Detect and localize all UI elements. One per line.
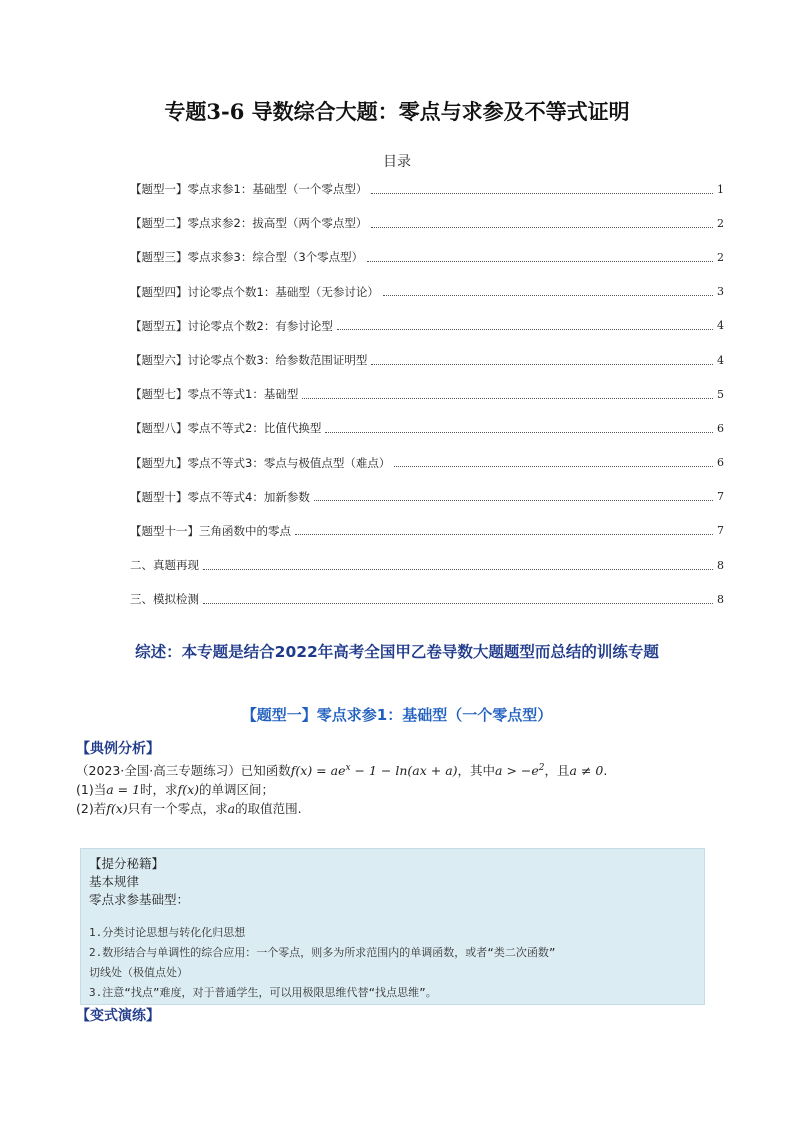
toc-leader-dots xyxy=(295,534,713,535)
tips-header: 【提分秘籍】 xyxy=(89,856,165,871)
toc-entry[interactable] xyxy=(130,480,724,514)
function-expression: $f(x) = ae^x - 1 - \ln(ax + a)$ xyxy=(290,763,458,779)
toc-leader-dots xyxy=(371,193,713,194)
toc-entry-page: 2 xyxy=(717,250,724,264)
toc-leader-dots xyxy=(302,398,713,399)
toc-entry-page: 4 xyxy=(717,319,724,333)
problem-part-2: (2)若f(x)只有一个零点，求a的取值范围. xyxy=(76,800,302,816)
toc-entry-page: 6 xyxy=(717,456,724,470)
problem-intro-line: （2023·全国·高三专题练习）已知函数$f(x) = ae^x - 1 - \ln(ax + a)$，其中$a > -e^2$，且a ≠ 0. xyxy=(76,763,608,779)
toc-entry[interactable] xyxy=(130,411,724,445)
tips-line-1: 基本规律 xyxy=(89,874,140,889)
toc-entry[interactable] xyxy=(130,548,724,582)
toc-leader-dots xyxy=(371,227,713,228)
tips-item: 2.数形结合与单调性的综合应用：一个零点，则多为所求范围内的单调函数，或者“类二次函数” xyxy=(89,946,556,959)
condition-b: a ≠ 0 xyxy=(569,763,604,779)
toc-entry-page: 5 xyxy=(717,387,724,401)
toc-entry[interactable] xyxy=(130,446,724,480)
toc-entry-label: 【题型九】零点不等式3：零点与极值点型（难点） xyxy=(130,455,391,470)
toc-entry[interactable] xyxy=(130,275,724,309)
problem-intro: （2023·全国·高三专题练习）已知函数 xyxy=(76,763,291,779)
toc-entry-page: 2 xyxy=(717,216,724,230)
toc-entry-page: 3 xyxy=(717,285,724,299)
page-title: 专题3-6 导数综合大题：零点与求参及不等式证明 xyxy=(164,99,630,124)
toc-entry[interactable] xyxy=(130,514,724,548)
toc-entry[interactable] xyxy=(130,582,724,616)
toc-entry[interactable] xyxy=(130,172,724,206)
toc-entry-label: 【题型六】讨论零点个数3：给参数范围证明型 xyxy=(130,353,368,368)
toc-entry-page: 1 xyxy=(717,182,724,196)
table-of-contents xyxy=(130,172,724,616)
toc-entry[interactable] xyxy=(130,309,724,343)
tips-item: 切线处（极值点处） xyxy=(89,966,188,979)
toc-entry-page: 7 xyxy=(717,524,724,538)
toc-entry-label: 【题型五】讨论零点个数2：有参讨论型 xyxy=(130,318,333,333)
tips-item: 1.分类讨论思想与转化化归思想 xyxy=(89,926,246,939)
toc-leader-dots xyxy=(371,364,713,365)
toc-leader-dots xyxy=(337,329,713,330)
tips-item: 3.注意“找点”难度，对于普通学生，可以用极限思维代替“找点思维”。 xyxy=(89,986,437,999)
toc-entry-label: 【题型七】零点不等式1：基础型 xyxy=(130,387,299,402)
toc-entry-page: 8 xyxy=(717,558,724,572)
summary-text: 综述：本专题是结合2022年高考全国甲乙卷导数大题题型而总结的训练专题 xyxy=(135,643,659,661)
toc-entry-label: 【题型十】零点不等式4：加新参数 xyxy=(130,489,310,504)
tips-box xyxy=(80,848,705,1005)
toc-entry[interactable] xyxy=(130,206,724,240)
section-heading: 【题型一】零点求参1：基础型（一个零点型） xyxy=(241,706,553,724)
toc-entry-page: 4 xyxy=(717,353,724,367)
toc-leader-dots xyxy=(383,295,713,296)
toc-leader-dots xyxy=(367,261,713,262)
toc-leader-dots xyxy=(394,466,713,467)
toc-entry-label: 二、真题再现 xyxy=(130,558,199,573)
example-analysis-tag: 【典例分析】 xyxy=(76,741,160,757)
practice-tag: 【变式演练】 xyxy=(76,1008,160,1024)
toc-leader-dots xyxy=(325,432,713,433)
toc-leader-dots xyxy=(314,500,713,501)
toc-entry-label: 【题型二】零点求参2：拔高型（两个零点型） xyxy=(130,216,368,231)
tips-line-2: 零点求参基础型： xyxy=(89,892,190,907)
toc-entry-label: 【题型四】讨论零点个数1：基础型（无参讨论） xyxy=(130,284,379,299)
toc-entry-label: 【题型十一】三角函数中的零点 xyxy=(130,523,291,538)
toc-entry-label: 【题型三】零点求参3：综合型（3个零点型） xyxy=(130,250,364,265)
toc-leader-dots xyxy=(203,603,713,604)
toc-entry-page: 6 xyxy=(717,421,724,435)
toc-entry[interactable] xyxy=(130,343,724,377)
toc-entry[interactable] xyxy=(130,240,724,274)
toc-entry[interactable] xyxy=(130,377,724,411)
toc-entry-page: 7 xyxy=(717,490,724,504)
problem-statement xyxy=(76,762,726,818)
toc-heading: 目录 xyxy=(383,154,411,170)
toc-leader-dots xyxy=(203,569,713,570)
toc-entry-label: 三、模拟检测 xyxy=(130,592,199,607)
toc-entry-page: 8 xyxy=(717,592,724,606)
toc-entry-label: 【题型八】零点不等式2：比值代换型 xyxy=(130,421,322,436)
problem-part-1: (1)当a = 1时，求f(x)的单调区间； xyxy=(76,781,275,797)
toc-entry-label: 【题型一】零点求参1：基础型（一个零点型） xyxy=(130,182,368,197)
condition-a: $a > -e^2$ xyxy=(495,763,545,779)
